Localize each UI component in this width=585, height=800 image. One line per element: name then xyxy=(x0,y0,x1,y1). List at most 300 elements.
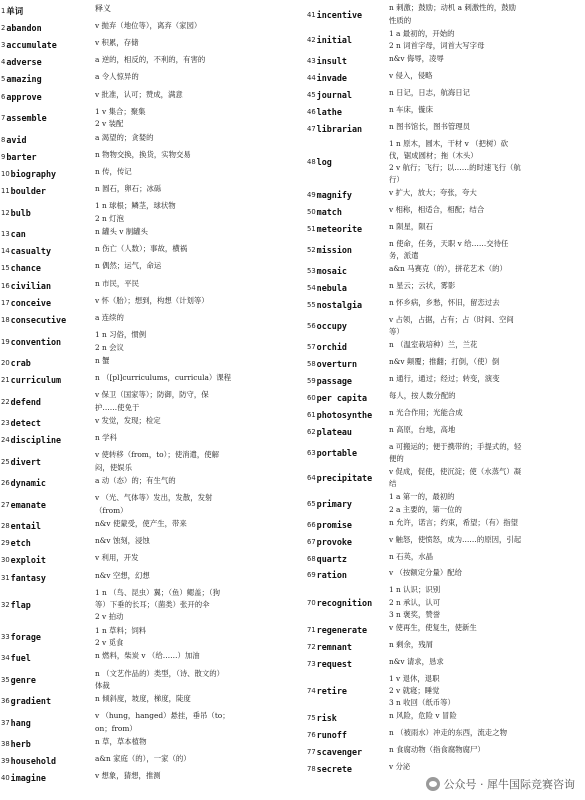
entry-word: household xyxy=(10,756,57,767)
vocab-row xyxy=(1,389,296,415)
entry-definition xyxy=(95,535,296,547)
definition-line: 1 n 原木，圆木，干材 v （把树）砍 xyxy=(389,138,509,148)
definition-line: n 允许，诺言；约束，希望；（有）指望 xyxy=(389,517,519,527)
definition-line: n 学科 xyxy=(95,433,117,443)
definition-line: 2 a 主要的，第一位的 xyxy=(389,504,462,514)
vocab-row xyxy=(307,373,583,390)
watermark xyxy=(426,776,576,792)
entry-word: match xyxy=(316,207,342,218)
definition-line: 结 xyxy=(389,479,397,489)
vocab-row xyxy=(307,70,583,87)
entry-word: retire xyxy=(316,685,347,696)
watermark-text: 公众号 · 犀牛国际竞赛咨询 xyxy=(443,778,575,791)
vocab-row xyxy=(307,2,583,27)
vocab-row xyxy=(1,88,296,105)
definition-line: 3 n 褒奖，赞誉 xyxy=(389,609,441,619)
entry-number: 31 xyxy=(1,573,10,582)
definition-line: n 物物交换，换货，实物交易 xyxy=(95,149,191,159)
definition-line: v 促成，促使，使沉淀；使（水蒸气）凝 xyxy=(389,467,522,477)
entry-number: 78 xyxy=(307,764,316,773)
entry-definition xyxy=(95,149,296,161)
vocab-row xyxy=(1,492,296,518)
entry-word: log xyxy=(316,157,332,168)
vocab-row xyxy=(1,243,296,260)
definition-line: 2 n 会议 xyxy=(95,342,124,352)
vocab-row xyxy=(1,312,296,329)
definition-line: 1 v 集合；聚集 xyxy=(95,106,146,116)
wechat-icon xyxy=(426,777,440,791)
entry-word: scavenger xyxy=(316,746,363,757)
entry-definition xyxy=(95,312,296,324)
definition-line: 等）下垂的长耳；（菌类）张开的伞 xyxy=(95,600,210,610)
entry-definition xyxy=(95,475,296,487)
entry-definition xyxy=(95,372,296,384)
entry-number: 46 xyxy=(307,107,316,116)
vocab-row xyxy=(307,356,583,373)
definition-line: 体裁 xyxy=(95,680,110,690)
entry-word: recognition xyxy=(316,597,373,608)
definition-line: n （被雨水）冲走的东西，流走之物 xyxy=(389,728,507,738)
entry-word: provoke xyxy=(316,536,352,547)
entry-definition xyxy=(95,37,296,49)
entry-definition xyxy=(389,551,583,563)
entry-number: 21 xyxy=(1,376,10,385)
vocab-row xyxy=(1,753,296,770)
entry-number: 10 xyxy=(1,169,10,178)
entry-definition xyxy=(389,491,583,515)
entry-definition xyxy=(95,106,296,130)
definition-line: 2 v 拍动 xyxy=(95,612,124,622)
definition-line: n 高原，台地，高地 xyxy=(389,424,456,434)
entry-number: 76 xyxy=(307,731,316,740)
entry-number: 24 xyxy=(1,436,10,445)
entry-number: 33 xyxy=(1,632,10,641)
definition-line: n 星云；云状，雾影 xyxy=(389,281,456,291)
entry-definition xyxy=(95,132,296,144)
entry-definition xyxy=(389,517,583,529)
entry-definition xyxy=(389,424,583,436)
entry-number: 47 xyxy=(307,124,316,133)
entry-definition xyxy=(95,570,296,582)
entry-number: 56 xyxy=(307,322,316,331)
vocab-row xyxy=(307,466,583,491)
entry-definition xyxy=(95,693,296,705)
definition-line: n 燃料，柴炭 v （给……）加油 xyxy=(95,651,200,661)
entry-definition xyxy=(389,238,583,262)
entry-definition xyxy=(389,104,583,116)
entry-number: 26 xyxy=(1,479,10,488)
entry-definition xyxy=(389,727,583,739)
entry-number: 36 xyxy=(1,697,10,706)
entry-definition xyxy=(95,449,296,473)
entry-number: 65 xyxy=(307,499,316,508)
entry-number: 59 xyxy=(307,377,316,386)
definition-line: 护……使免于 xyxy=(95,402,140,412)
entry-word: nostalgia xyxy=(316,300,363,311)
entry-definition xyxy=(389,87,583,99)
vocab-row xyxy=(307,339,583,356)
vocab-row xyxy=(1,449,296,475)
definition-line: 1 a 最初的，开始的 xyxy=(389,28,455,38)
entry-word: runoff xyxy=(316,730,347,741)
entry-definition xyxy=(389,441,583,465)
vocab-row xyxy=(307,440,583,465)
entry-definition xyxy=(389,204,583,216)
entry-definition xyxy=(95,295,296,307)
vocab-row xyxy=(307,672,583,710)
definition-line: n 倾斜度，坡度，梯度，陡度 xyxy=(95,694,191,704)
vocab-row xyxy=(1,131,296,148)
vocab-row xyxy=(1,71,296,88)
entry-definition xyxy=(389,761,583,773)
definition-line: n 罐头 v 制罐头 xyxy=(95,227,148,237)
entry-definition xyxy=(95,710,296,734)
definition-line: n&v 颠覆；推翻；打倒，（使）倒 xyxy=(389,357,500,367)
definition-line: 性质的 xyxy=(389,15,412,25)
entry-number: 19 xyxy=(1,337,10,346)
vocab-row xyxy=(1,552,296,569)
vocab-row xyxy=(1,710,296,736)
entry-number: 17 xyxy=(1,298,10,307)
entry-word: detect xyxy=(10,418,41,429)
vocab-row xyxy=(307,53,583,70)
vocab-row xyxy=(1,354,296,371)
entry-word: bulb xyxy=(10,207,31,218)
definition-line: n 刺激；鼓励；动机 a 刺激性的，鼓励 xyxy=(389,3,517,13)
definition-line: n&v 请求，恳求 xyxy=(389,656,444,666)
vocab-row xyxy=(1,329,296,355)
definition-line: 2 n 灯泡 xyxy=(95,213,124,223)
definition-line: n 通行，通过；经过；转变，演变 xyxy=(389,374,500,384)
vocab-row xyxy=(307,621,583,638)
definition-line: n 蟹 xyxy=(95,355,110,365)
definition-line: 1 n 球根；鳞茎，球状物 xyxy=(95,201,176,211)
entry-definition xyxy=(95,650,296,662)
entry-definition xyxy=(95,71,296,83)
entry-definition xyxy=(389,314,583,338)
vocab-row xyxy=(1,770,296,787)
definition-line: n 怀乡病，乡愁，怀旧，留恋过去 xyxy=(389,298,500,308)
entry-definition xyxy=(95,329,296,353)
entry-definition xyxy=(389,297,583,309)
entry-number: 20 xyxy=(1,358,10,367)
entry-number: 3 xyxy=(1,41,6,50)
entry-number: 54 xyxy=(307,284,316,293)
definition-line: on；from） xyxy=(95,723,137,733)
entry-word: can xyxy=(10,229,26,240)
entry-word: discipline xyxy=(10,435,62,446)
entry-word: exploit xyxy=(10,555,46,566)
definition-line: n 传，传记 xyxy=(95,166,132,176)
entry-number: 48 xyxy=(307,158,316,167)
definition-line: n 石英，水晶 xyxy=(389,551,434,561)
vocab-row xyxy=(307,120,583,137)
entry-number: 23 xyxy=(1,419,10,428)
definition-line: 便的 xyxy=(389,454,404,464)
definition-line: 1 n （鸟、昆虫）翼；（鱼）鳃盖；（狗 xyxy=(95,587,221,597)
definition-line: n 草，草本植物 xyxy=(95,736,147,746)
entry-word: initial xyxy=(316,34,352,45)
entry-number: 2 xyxy=(1,23,6,32)
vocab-row xyxy=(1,650,296,667)
entry-number: 40 xyxy=(1,774,10,783)
definition-line: 2 n 词首字母，词首大写字母 xyxy=(389,40,485,50)
entry-number: 61 xyxy=(307,411,316,420)
entry-word: remnant xyxy=(316,641,352,652)
entry-number: 30 xyxy=(1,556,10,565)
entry-definition xyxy=(389,121,583,133)
entry-word: curriculum xyxy=(10,375,62,386)
entry-definition xyxy=(389,28,583,52)
entry-number: 45 xyxy=(307,90,316,99)
entry-definition xyxy=(95,770,296,782)
definition-line: 3 n 收回（纸币等） xyxy=(389,698,455,708)
definition-line: v 想象，猜想，推测 xyxy=(95,771,161,781)
entry-word: entail xyxy=(10,520,41,531)
entry-definition xyxy=(95,552,296,564)
vocab-row xyxy=(1,586,296,624)
entry-word: gradient xyxy=(10,696,51,707)
entry-definition xyxy=(95,432,296,444)
entry-word: nebula xyxy=(316,283,347,294)
entry-word: amazing xyxy=(6,74,42,85)
entry-word: emanate xyxy=(10,499,46,510)
entry-number: 71 xyxy=(307,625,316,634)
definition-line: n 风险，危险 v 冒险 xyxy=(389,711,457,721)
entry-word: meteorite xyxy=(316,224,363,235)
definition-line: v 怀（胎）；想到，构想（计划等） xyxy=(95,295,209,305)
entry-word: mosaic xyxy=(316,266,347,277)
vocab-row xyxy=(1,165,296,182)
definition-line: n&v 侮辱，凌辱 xyxy=(389,54,444,64)
definition-line: a 令人惊异的 xyxy=(95,72,139,82)
vocab-row xyxy=(1,693,296,710)
entry-definition xyxy=(95,587,296,624)
entry-number: 5 xyxy=(1,75,6,84)
entry-number: 18 xyxy=(1,316,10,325)
entry-definition xyxy=(95,415,296,427)
vocab-row xyxy=(307,584,583,622)
entry-number: 7 xyxy=(1,114,6,123)
entry-definition xyxy=(95,355,296,367)
definition-line: 2 n 承认，认可 xyxy=(389,597,441,607)
entry-word: forage xyxy=(10,631,41,642)
entry-number: 9 xyxy=(1,152,6,161)
definition-line: a&n 家庭（的），一家（的） xyxy=(95,754,191,764)
entry-definition xyxy=(389,138,583,187)
entry-word: accumulate xyxy=(6,40,57,51)
definition-line: v 使再生，使复生，使新生 xyxy=(389,622,477,632)
entry-word: civilian xyxy=(10,280,51,291)
vocab-row xyxy=(307,550,583,567)
entry-number: 39 xyxy=(1,757,10,766)
entry-word: incentive xyxy=(316,9,363,20)
entry-word: promise xyxy=(316,519,352,530)
definition-line: 每人，按人数分配的 xyxy=(389,391,456,401)
entry-word: photosynthe xyxy=(316,410,373,421)
entry-word: barter xyxy=(6,151,37,162)
vocab-row xyxy=(1,414,296,431)
entry-number: 51 xyxy=(307,225,316,234)
definition-line: v 占领，占据，占有；占（时间、空间 xyxy=(389,315,514,325)
entry-definition xyxy=(389,373,583,385)
vocab-row xyxy=(1,624,296,650)
entry-word: invade xyxy=(316,72,347,83)
entry-definition xyxy=(95,20,296,32)
entry-number: 63 xyxy=(307,449,316,458)
definition-line: n 食腐动物（指食腐物腐尸） xyxy=(389,744,485,754)
entry-word: flap xyxy=(10,600,31,611)
definition-line: v 使转移（from，to）；使消遣，使解 xyxy=(95,450,220,460)
vocab-row xyxy=(307,297,583,314)
entry-word: fantasy xyxy=(10,572,46,583)
vocab-row xyxy=(307,238,583,263)
entry-number: 64 xyxy=(307,474,316,483)
entry-word: librarian xyxy=(316,123,363,134)
definition-line: v 积累，存储 xyxy=(95,38,139,48)
entry-number: 50 xyxy=(307,208,316,217)
entry-definition xyxy=(389,673,583,710)
definition-line: a 逆的，相反的，不利的，有害的 xyxy=(95,55,206,65)
vocab-row xyxy=(307,567,583,584)
entry-number: 70 xyxy=(307,598,316,607)
definition-line: 1 n 习俗，惯例 xyxy=(95,330,147,340)
entry-word: defend xyxy=(10,396,41,407)
entry-word: regenerate xyxy=(316,624,368,635)
entry-number: 69 xyxy=(307,571,316,580)
entry-word: overturn xyxy=(316,359,357,370)
entry-definition xyxy=(389,639,583,651)
entry-number: 14 xyxy=(1,247,10,256)
definition-line: 伐，锯成圆材；拖（木头） xyxy=(389,150,478,160)
entry-word: plateau xyxy=(316,426,352,437)
entry-number: 32 xyxy=(1,601,10,610)
entry-definition xyxy=(389,584,583,621)
definition-line: v 抛弃（地位等），离弃（家园） xyxy=(95,20,202,30)
entry-word: genre xyxy=(10,674,36,685)
definition-line: v 分泌 xyxy=(389,761,411,771)
entry-number: 44 xyxy=(307,73,316,82)
entry-word: approve xyxy=(6,91,42,102)
definition-line: v （按额定分量）配给 xyxy=(389,568,463,578)
definition-line: n 使命，任务，天职 v 给……交待任 xyxy=(389,239,509,249)
definition-line: 1 n 认识；识别 xyxy=(389,585,441,595)
entry-definition xyxy=(389,534,583,546)
entry-definition xyxy=(95,492,296,516)
entry-word: crab xyxy=(10,357,31,368)
vocab-row xyxy=(307,103,583,120)
definition-line: n&v 使蒙受，使产生，带来 xyxy=(95,518,187,528)
entry-word: boulder xyxy=(10,186,46,197)
entry-word: biography xyxy=(10,168,57,179)
entry-number: 67 xyxy=(307,537,316,546)
entry-definition xyxy=(95,518,296,530)
vocab-row xyxy=(1,277,296,294)
entry-definition xyxy=(95,668,296,692)
definition-line: 1 a 第一的，最初的 xyxy=(389,492,455,502)
entry-number: 62 xyxy=(307,427,316,436)
entry-number: 15 xyxy=(1,264,10,273)
vocab-row xyxy=(307,204,583,221)
entry-word: ration xyxy=(316,570,347,581)
vocab-row xyxy=(307,390,583,407)
vocab-row xyxy=(307,710,583,727)
entry-definition xyxy=(389,339,583,351)
right-column xyxy=(300,0,585,800)
definition-line: n 伤亡（人数）；事故，横祸 xyxy=(95,244,188,254)
entry-number: 77 xyxy=(307,747,316,756)
vocab-row xyxy=(307,27,583,52)
vocab-row xyxy=(1,517,296,534)
entry-word: request xyxy=(316,658,352,669)
entry-word: casualty xyxy=(10,246,51,257)
definition-line: a&n 马赛克（的），拼花艺术（的） xyxy=(389,264,507,274)
vocab-row xyxy=(1,19,296,36)
vocab-row xyxy=(307,187,583,204)
definition-line: v 批准，认可；赞成，满意 xyxy=(95,89,183,99)
entry-number: 42 xyxy=(307,35,316,44)
entry-number: 12 xyxy=(1,208,10,217)
vocab-row xyxy=(307,491,583,516)
entry-number: 28 xyxy=(1,521,10,530)
entry-definition xyxy=(389,710,583,722)
definition-line: n&v 蚀刻，浸蚀 xyxy=(95,536,150,546)
entry-number: 57 xyxy=(307,343,316,352)
vocab-row xyxy=(307,280,583,297)
entry-word: divert xyxy=(10,456,41,467)
header-word: 单词 xyxy=(6,5,24,16)
definition-line: 闷，使娱乐 xyxy=(95,462,132,472)
definition-line: v 侵入，侵略 xyxy=(389,70,433,80)
entry-number: 37 xyxy=(1,718,10,727)
entry-definition xyxy=(389,390,583,402)
definition-line: 2 v 装配 xyxy=(95,119,124,129)
definition-line: n 车床，镟床 xyxy=(389,104,434,114)
vocab-row xyxy=(1,667,296,693)
entry-definition xyxy=(389,407,583,419)
definition-line: n 剩余，残屑 xyxy=(389,639,434,649)
entry-number: 27 xyxy=(1,500,10,509)
vocab-row xyxy=(1,432,296,449)
entry-definition xyxy=(95,389,296,413)
entry-definition xyxy=(95,166,296,178)
table-header xyxy=(1,2,296,19)
vocab-row xyxy=(1,372,296,389)
definition-line: n 偶然；运气，命运 xyxy=(95,261,162,271)
vocab-row xyxy=(307,638,583,655)
vocab-row xyxy=(1,475,296,492)
entry-number: 66 xyxy=(307,520,316,529)
entry-number: 29 xyxy=(1,539,10,548)
definition-line: n 日记，日志，航海日记 xyxy=(389,87,471,97)
vocab-row xyxy=(1,183,296,200)
entry-word: quartz xyxy=(316,553,347,564)
vocab-row xyxy=(307,137,583,187)
entry-word: chance xyxy=(10,263,41,274)
entry-number: 4 xyxy=(1,58,6,67)
entry-word: dynamic xyxy=(10,478,46,489)
entry-definition xyxy=(95,89,296,101)
vocab-row xyxy=(307,727,583,744)
vocab-row xyxy=(1,260,296,277)
entry-word: mission xyxy=(316,245,352,256)
entry-number: 22 xyxy=(1,397,10,406)
entry-definition xyxy=(389,567,583,579)
entry-word: risk xyxy=(316,713,337,724)
definition-line: n&v 空想，幻想 xyxy=(95,570,150,580)
definition-line: v （hung，hanged）悬挂，垂吊（to； xyxy=(95,711,230,721)
header-num: 1 xyxy=(1,6,6,15)
